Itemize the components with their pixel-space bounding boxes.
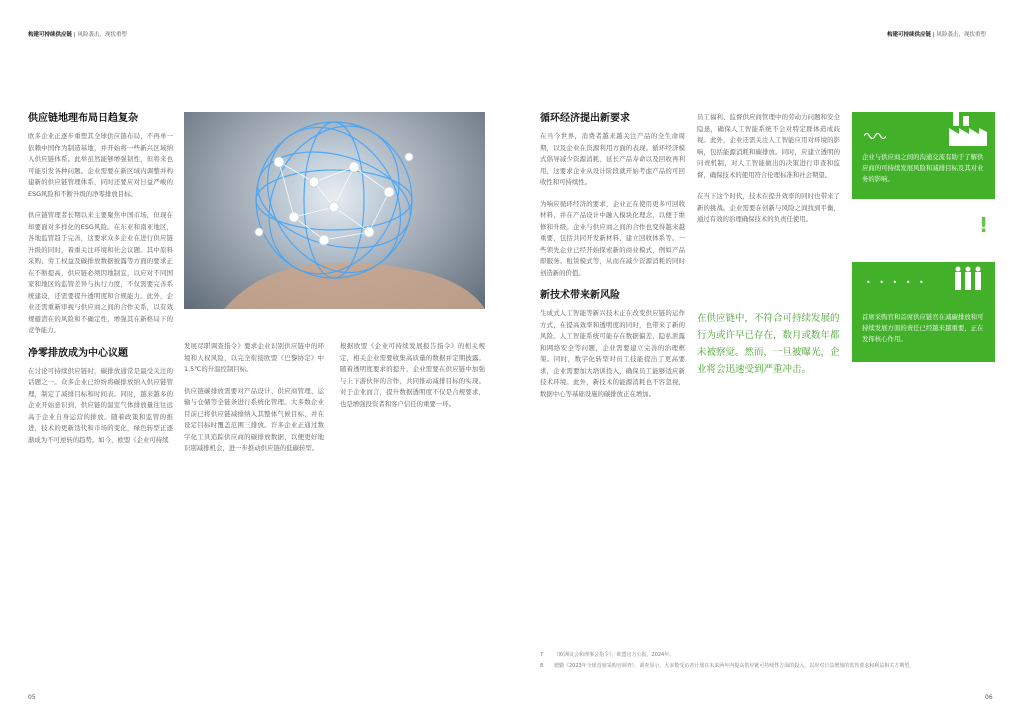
section-heading-circular-economy: 循环经济提出新要求 — [540, 113, 630, 124]
paragraph: 生成式人工智能等新兴技术正在改变供应链的运作方式，在提高效率和透明度的同时，也带来了新的风险。人工智能系统可能存在数据偏差、隐私泄露和网络安全等问题，企业需要建立完善的治理框架。同时，数字化转型对员工技能提出了更高要求，企业需要加大培训投入，确保员工能够适应新技术环境。此外，新技术的能源消耗也不容忽视，数据中心等基础设施的碳排放正在增加。 — [540, 309, 685, 398]
green-callout-top-text: 企业与供应商之间的沟通交流有助于了解供应商的可持续发展风险和减排目标及其对业务的影响。 — [862, 153, 984, 183]
section-heading-new-tech-risks: 新技术带来新风险 — [540, 290, 620, 301]
page-number-left: 05 — [28, 694, 36, 701]
footnote-7 — [540, 650, 1000, 660]
green-callout-bottom-text: 首席采购官和首席供应链官在减碳排放和可持续发展方面的责任已经越来越重要，正在发挥核心作用。 — [862, 313, 984, 343]
network-globe-hand-photo — [184, 112, 485, 309]
smokestack-icon — [953, 266, 987, 294]
paragraph: 员工福利、监督供应商管理中的劳动力问题和安全隐患，确保人工智能系统不会对特定群体造成歧视。此外，企业还需关注人工智能应用对环境的影响，包括能源消耗和碳排放。同时，应建立透明的问责机制，对人工智能做出的决策进行审查和监督，确保技术的使用符合伦理标准和社会期望。 — [697, 113, 840, 179]
paragraph: 欧多企业正逐步重塑其全球供应链布局，不再单一依赖中国作为制造基地，并开始将一些新兴区域纳入供应链体系。此举虽然能够增强韧性，但将来也可能引发各种问题。企业需要在新区域内调整并构建新的供应链管理体系，同时还要应对日益严峻的ESG风险和不断升级的净零排放目标。 — [28, 132, 173, 198]
right-header-title: 构建可持续供应链 — [887, 32, 932, 38]
dots-icon: • • • • • — [866, 278, 927, 287]
globe-network-illustration — [184, 112, 485, 309]
exclamation-icon: ! — [979, 213, 989, 237]
paragraph: 为响应循环经济的要求，企业正在使用更多可回收材料，并在产品设计中融入模块化理念，以便于维修和升级。企业与供应商之间的合作也变得越来越重要，包括共同开发新材料、建立回收体系等。一些领先企业已经开始探索新的商业模式，例如产品即服务、租赁模式等，从而在减少资源消耗的同时创造新的价值。 — [540, 199, 685, 277]
section-heading-supply-chain-geography: 供应链地理布局日趋复杂 — [28, 113, 138, 124]
left-header-title: 构建可持续供应链 — [28, 32, 73, 38]
left-col-2 — [184, 341, 324, 465]
left-header — [28, 30, 127, 38]
paragraph: 根据欧盟《企业可持续发展报告指令》的相关规定，相关企业需要收集高质量的数据并定期披露。随着透明度要求的提升，企业需要在供应链中加强与上下游伙伴的合作，共同推动减排目标的实现。对于企业而言，提升数据透明度不仅是合规要求，也是增强投资者和客户信任的重要一环。 — [340, 342, 485, 408]
page-number-right: 06 — [985, 694, 993, 701]
left-col-3 — [340, 341, 485, 420]
right-header — [887, 30, 986, 38]
left-header-subtitle: | 风险袭击，现状重塑 — [73, 32, 127, 38]
right-col-2 — [697, 112, 840, 236]
footnote-number: 8 — [540, 663, 544, 669]
paragraph: 在讨论可持续供应链时，碳排放通常是最受关注的话题之一。众多企业已纷纷将碳排放纳入供应链管理，制定了减排目标和时间表。同时，越来越多的企业开始意识到，供应链的温室气体排放量往往远高于企业自身运营的排放。随着政策和监管的推进，技术的更新迭代和市场的变化，绿色转型正逐渐成为不可逆转的趋势。如今，欧盟《企业可持续 — [28, 366, 173, 444]
pull-quote: 在供应链中，不符合可持续发展的行为或许早已存在，数月或数年都未被察觉。然而，一旦被曝光，企业将会迅速受到严重冲击。 — [697, 313, 840, 375]
right-header-subtitle: | 风险袭击，现状重塑 — [932, 32, 986, 38]
wave-icon — [864, 124, 886, 143]
paragraph: 在当今世界，消费者越来越关注产品的全生命周期，以及企业在资源利用方面的表现。循环经济模式倡导减少资源消耗、延长产品寿命以及回收再利用，这要求企业从设计阶段就开始考虑产品的可回收性和可持续性。 — [540, 132, 685, 186]
footnote-number: 7 — [540, 652, 544, 658]
footnote-8 — [540, 661, 1000, 671]
footnote-text: 德勤《2023年全球首席采购官调查》，调查显示，大多数受访者计划在未来两年内提高供应链可持续性方面的投入，以应对日益增加的监管要求和利益相关方期望。 — [554, 663, 915, 669]
paragraph: 在当下这个时代，技术在提升效率的同时也带来了新的挑战。企业需要在创新与风险之间找到平衡，通过有效的治理确保技术的负责任使用。 — [697, 192, 840, 223]
footnote-text: 《欧洲议会和理事会指令》，欧盟官方公报，2024年。 — [554, 652, 675, 658]
right-col-1 — [540, 112, 685, 410]
paragraph: 供应链碳排放需要对产品设计、供应商管理、运输与仓储等全链条进行系统化管理。大多数企业目前已将供应链减排纳入其整体气候目标，并在设定目标时覆盖范围三排放。许多企业正通过数字化工具追踪供应商的碳排放数据，以便更好地识别减排机会，进一步推动供应链的低碳转型。 — [184, 386, 324, 452]
section-heading-net-zero: 净零排放成为中心议题 — [28, 347, 128, 359]
paragraph: 发展尽职调查指令》要求企业识别供应链中的环境和人权风险，以完全衔接欧盟《巴黎协定》中1.5℃的升温控制目标。 — [184, 342, 324, 373]
green-callout-top — [852, 112, 995, 199]
paragraph: 供应链管理者长期以来主要聚焦中国市场，但现在却要面对多样化的ESG风险。在东亚和南亚地区，各地监管趋于完善，这要求众多企业在进行供应链升级的同时，着重关注环境和社会议题。其中原料采购、劳工权益及碳排放数据披露等方面的要求正在不断提高，供应链必须因地制宜，以应对不同国家和地区的监管差异与执行力度，不仅需要完善系统建设，还需要提升透明度和合规能力。此外，企业还需重新审视与供应商之间的合作关系，以有效规避潜在的风险和不确定性，增强其在新格局下的竞争能力。 — [28, 211, 173, 334]
factory-icon — [949, 112, 987, 150]
left-col-1 — [28, 112, 173, 456]
green-callout-bottom — [852, 262, 995, 362]
